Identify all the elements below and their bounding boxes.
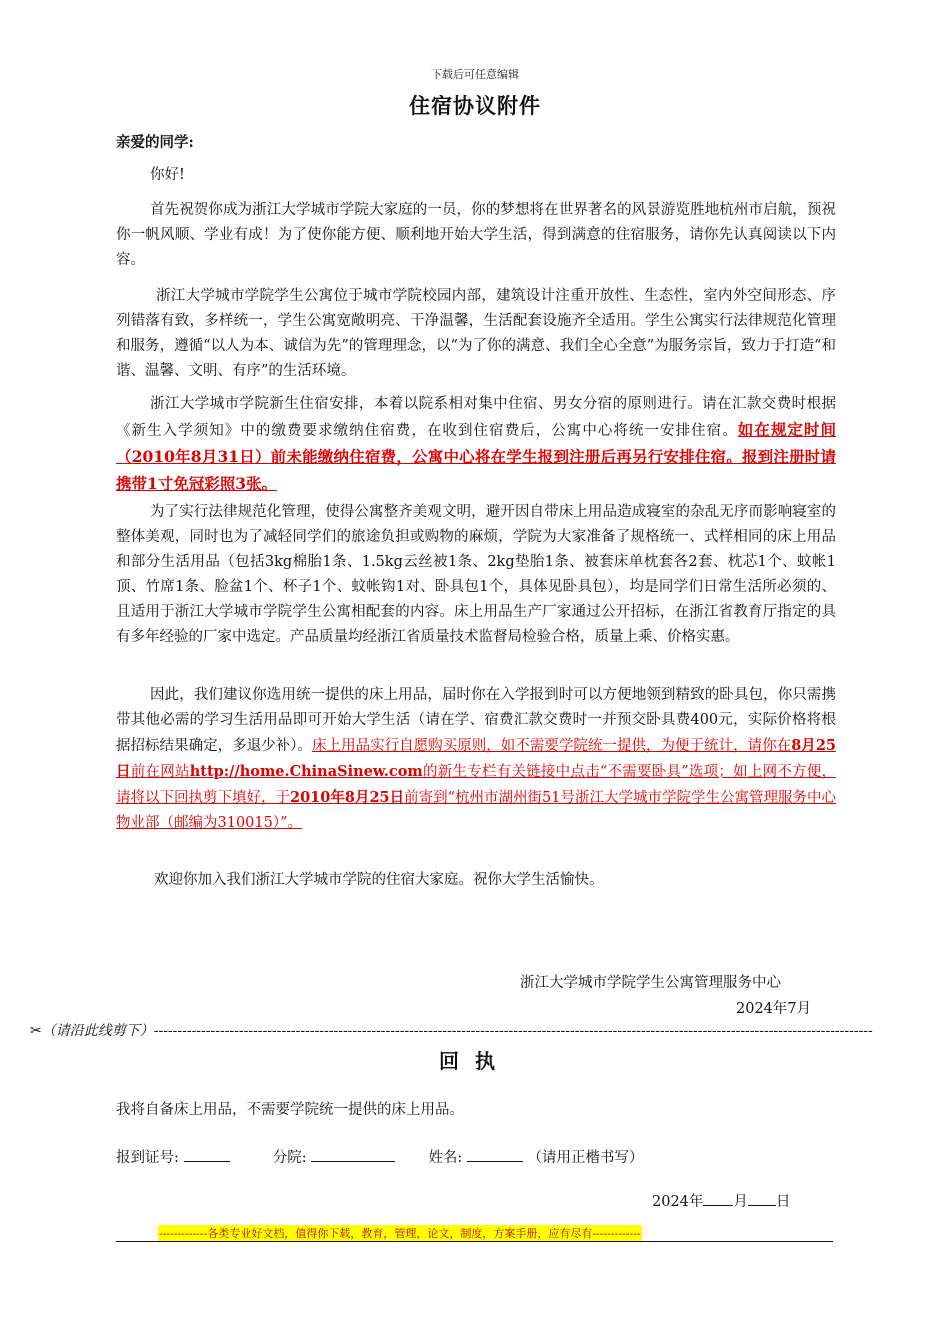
cut-line: [30, 1020, 882, 1040]
salutation: 亲爱的同学:: [116, 134, 194, 151]
website-link[interactable]: http://home.ChinaSinew.com: [189, 763, 423, 780]
notice-part-a: 床上用品实行自愿购买原则，如不需要学院统一提供，为便于统计，请你在: [312, 738, 792, 754]
paragraph-intro: 首先祝贺你成为浙江大学城市学院大家庭的一员，你的梦想将在世界著名的风景游览胜地杭州市启航，预祝你一帆风顺、学业有成！为了使你能方便、顺利地开始大学生活，得到满意的住宿服务，请你先认真阅读以下内容。: [116, 202, 836, 268]
receipt-date: [652, 1190, 790, 1211]
date-month: 月: [733, 1194, 748, 1210]
paragraph-recommendation: [116, 683, 836, 836]
paragraph-accommodation: [116, 392, 836, 498]
notice-part-c: 前在网站: [130, 764, 190, 780]
footer-ad: -------------各类专业好文档，值得你下载，教育，管理，论文，制度，方案手册，应有尽有-------------: [159, 1227, 641, 1240]
college-label: 分院:: [272, 1150, 307, 1166]
notice-deadline: 8月25日: [116, 737, 836, 780]
paragraph-bedding: 为了实行法律规范化管理，使得公寓整齐美观文明，避开因自带床上用品造成寝室的杂乱无序而影响寝室的整体美观，同时也为了减轻同学们的旅途负担或购物的麻烦，学院为大家准备了规格统一、式样相同的床上用品和部分生活用品（包括3kg棉胎1条、1.5kg云丝被1条、2kg垫胎1条、被套床单枕套各2套、枕芯1个、蚊帐1顶、竹席1条、脸盆1个、杯子1个、蚊帐钩1对、卧具包1个，具体见卧具包），均是同学们日常生活所必须的、且适用于浙江大学城市学院学生公寓相配套的内容。床上用品生产厂家通过公开招标，在浙江省教育厅指定的具有多年经验的厂家中选定。产品质量均经浙江省质量技术监督局检验合格，质量上乘、价格实惠。: [116, 504, 836, 645]
scissors-icon: ✂: [30, 1023, 42, 1039]
name-label: 姓名:: [428, 1150, 463, 1166]
day-field[interactable]: [748, 1190, 776, 1206]
page-title: 住宿协议附件: [409, 93, 541, 118]
signature-date: 2024年7月: [736, 1001, 812, 1017]
name-note: （请用正楷书写）: [527, 1150, 644, 1166]
notice-part-e: 的新生专栏有关链接中点击“不需要卧具”选项；如上网不方便，请将以下回执剪下填好，于: [116, 764, 837, 806]
accommodation-text: 浙江大学城市学院新生住宿安排，本着以院系相对集中住宿、男女分宿的原则进行。请在汇款交费时根据《新生入学须知》中的缴费要求缴纳住宿费，在收到住宿费后，公寓中心将统一安排住宿。: [116, 396, 836, 439]
cert-number-field[interactable]: [184, 1146, 230, 1162]
cut-hint: （请沿此线剪下）: [41, 1023, 154, 1039]
college-field[interactable]: [311, 1146, 395, 1162]
cert-label: 报到证号:: [116, 1150, 179, 1166]
receipt-title: 回执: [439, 1049, 511, 1073]
recommendation-text: 因此，我们建议你选用统一提供的床上用品，届时你在入学报到时可以方便地领到精致的卧具包，你只需携带其他必需的学习生活用品即可开始大学生活（请在学、宿费汇款交费时一并预交卧具费400元，实际价格将根据招标结果确定，多退少补）。: [116, 687, 836, 754]
accommodation-warning: 如在规定时间（2010年8月31日）前未能缴纳住宿费，公寓中心将在学生报到注册后再另行安排住宿。报到注册时请携带1寸免冠彩照3张。: [116, 420, 836, 493]
date-year: 2024年: [652, 1194, 704, 1210]
cut-dashes: --------------------------------------------------------------------------------------------------------------------------------------------------------: [153, 1023, 873, 1039]
notice-address: 前寄到“杭州市湖州街51号浙江大学城市学院学生公寓管理服务中心物业部（邮编为310015）”。: [116, 790, 836, 831]
signature-org: 浙江大学城市学院学生公寓管理服务中心: [520, 975, 781, 991]
name-field[interactable]: [467, 1146, 523, 1162]
greeting: 你好!: [150, 167, 185, 183]
notice-mail-deadline: 2010年8月25日: [290, 789, 405, 806]
paragraph-dormitory: 浙江大学城市学院学生公寓位于城市学院校园内部，建筑设计注重开放性、生态性，室内外空间形态、序列错落有致，多样统一，学生公寓宽敞明亮、干净温馨，生活配套设施齐全适用。学生公寓实行法律规范化管理和服务，遵循“以人为本、诚信为先”的管理理念，以“为了你的满意、我们全心全意”为服务宗旨，致力于打造“和谐、温馨、文明、有序”的生活环境。: [116, 288, 836, 379]
bottom-rule: [116, 1241, 833, 1242]
receipt-fields: [116, 1146, 644, 1167]
header-note: 下载后可任意编辑: [431, 68, 519, 81]
month-field[interactable]: [703, 1190, 733, 1206]
paragraph-welcome: 欢迎你加入我们浙江大学城市学院的住宿大家庭。祝你大学生活愉快。: [154, 872, 604, 888]
date-day: 日: [775, 1194, 791, 1210]
receipt-statement: 我将自备床上用品，不需要学院统一提供的床上用品。: [116, 1102, 464, 1118]
